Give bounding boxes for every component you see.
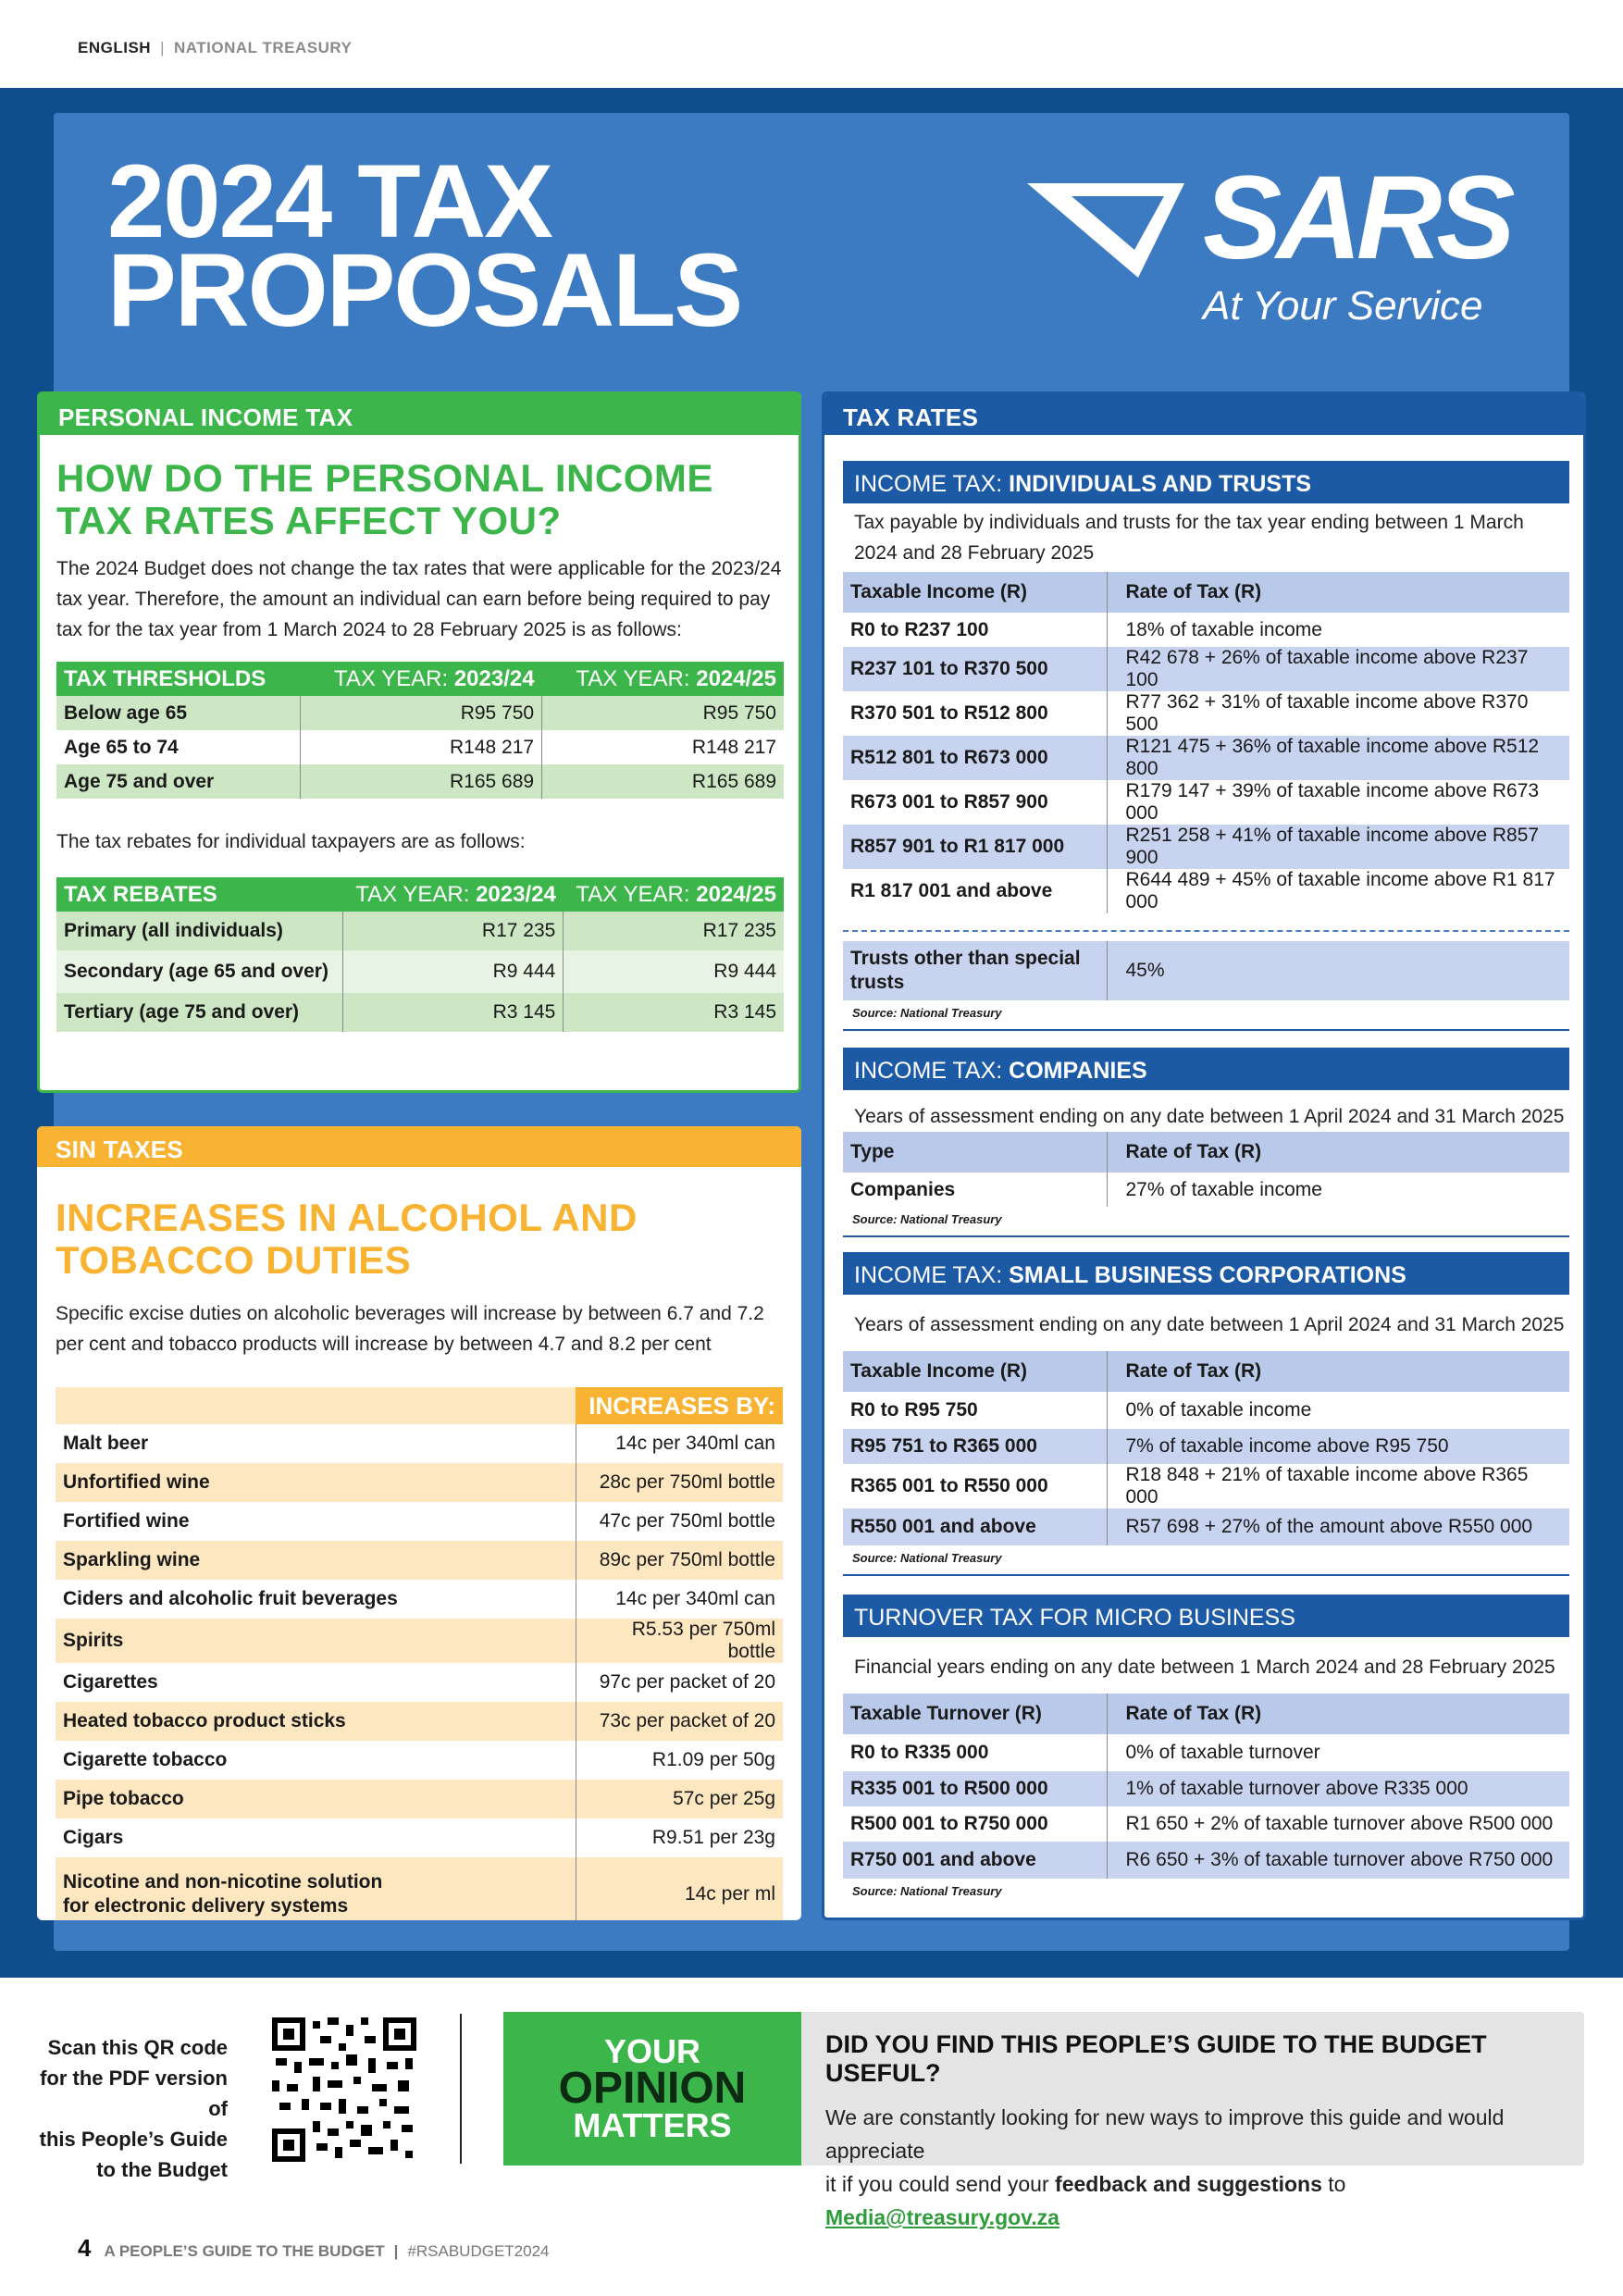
sars-swoosh-icon: [1027, 176, 1212, 278]
table-row: R750 001 and above R6 650 + 3% of taxable turnover above R750 000: [843, 1842, 1569, 1879]
rebates-table: [56, 877, 784, 1032]
individuals-heading: INCOME TAX: INDIVIDUALS AND TRUSTS: [843, 461, 1569, 503]
page-number: 4: [78, 2234, 92, 2262]
dashed-divider: [843, 930, 1569, 932]
table-row: Cigars R9.51 per 23g: [56, 1818, 783, 1857]
table-row: R512 801 to R673 000 R121 475 + 36% of taxable income above R512 800: [843, 736, 1569, 780]
col-header: TAX YEAR: 2024/25: [564, 877, 784, 912]
col-header: INCREASES BY:: [576, 1387, 783, 1424]
individuals-desc: Tax payable by individuals and trusts for the tax year ending between 1 March 2024 and 28 February 2025: [854, 512, 1524, 564]
table-row: R500 001 to R750 000 R1 650 + 2% of taxable turnover above R500 000: [843, 1806, 1569, 1842]
rebates-intro: The tax rebates for individual taxpayers are as follows:: [56, 831, 526, 852]
section-heading: HOW DO THE PERSONAL INCOME TAX RATES AFFECT YOU?: [56, 456, 713, 542]
panel-title: TAX RATES: [824, 394, 1583, 435]
col-header: TAX REBATES: [56, 877, 343, 912]
tax-rates-panel: [822, 391, 1586, 1920]
table-row: Tertiary (age 75 and over) R3 145 R3 145: [56, 993, 784, 1032]
top-header: ENGLISH | NATIONAL TREASURY: [78, 39, 353, 56]
individuals-table: Taxable Income (R) Rate of Tax (R) R0 to R237 100 18% of taxable income R237 101 to R370 500 R42 678 + 26% of taxable income above R237 100 R370 501 to R512 800 R77 362 + 31% of taxable income above R370 500 R512 801 to R673 000 R121 475 + 36% of taxable income above R512 800 R673 001 to R857 900 R179 147 + 39% of taxable income above R673 000 R857 901 to R1 817 000 R251 258 + 41% of taxable income above R857 900 R1 817 001 and above R644 489 + 45% of taxable income above R1 817 000: [843, 572, 1569, 913]
divider: [843, 1574, 1569, 1576]
turnover-desc: Financial years ending on any date between 1 March 2024 and 28 February 2025: [854, 1657, 1555, 1678]
sbc-table: Taxable Income (R) Rate of Tax (R) R0 to R95 750 0% of taxable income R95 751 to R365 000 7% of taxable income above R95 750 R365 001 to R550 000 R18 848 + 21% of taxable income above R365 000 R550 001 and above R57 698 + 27% of the amount above R550 000: [843, 1351, 1569, 1545]
table-row: Pipe tobacco 57c per 25g: [56, 1780, 783, 1818]
table-row: Ciders and alcoholic fruit beverages 14c per 340ml can: [56, 1580, 783, 1619]
table-row: R0 to R237 100 18% of taxable income: [843, 613, 1569, 647]
table-row: R673 001 to R857 900 R179 147 + 39% of taxable income above R673 000: [843, 780, 1569, 825]
companies-heading: INCOME TAX: COMPANIES: [843, 1048, 1569, 1090]
col-header: TAX YEAR: 2024/25: [542, 662, 784, 696]
turnover-heading: TURNOVER TAX FOR MICRO BUSINESS: [843, 1595, 1569, 1637]
feedback-question: DID YOU FIND THIS PEOPLE’S GUIDE TO THE BUDGET USEFUL?: [825, 2030, 1487, 2087]
table-row: Cigarette tobacco R1.09 per 50g: [56, 1741, 783, 1780]
table-row: Cigarettes 97c per packet of 20: [56, 1663, 783, 1702]
divider: [843, 1029, 1569, 1031]
table-row: R335 001 to R500 000 1% of taxable turnover above R335 000: [843, 1771, 1569, 1806]
table-row: Companies 27% of taxable income: [843, 1173, 1569, 1207]
table-row: Age 75 and over R165 689 R165 689: [56, 764, 784, 799]
table-row: Heated tobacco product sticks 73c per packet of 20: [56, 1702, 783, 1741]
sbc-heading: INCOME TAX: SMALL BUSINESS CORPORATIONS: [843, 1252, 1569, 1295]
table-row: Sparkling wine 89c per 750ml bottle: [56, 1541, 783, 1580]
title-line-1: 2024 TAX: [107, 143, 551, 259]
table-row: R550 001 and above R57 698 + 27% of the amount above R550 000: [843, 1508, 1569, 1545]
table-row: Spirits R5.53 per 750ml bottle: [56, 1619, 783, 1663]
trusts-table: [843, 941, 1569, 1000]
companies-table: Type Rate of Tax (R) Companies 27% of taxable income: [843, 1132, 1569, 1207]
personal-income-tax-panel: [37, 391, 801, 1093]
language-label: ENGLISH: [78, 39, 152, 56]
table-row: Unfortified wine 28c per 750ml bottle: [56, 1463, 783, 1502]
table-row: R0 to R95 750 0% of taxable income: [843, 1392, 1569, 1429]
feedback-text: [825, 2030, 1566, 2234]
table-row: Age 65 to 74 R148 217 R148 217: [56, 730, 784, 764]
email-link[interactable]: Media@treasury.gov.za: [825, 2205, 1059, 2229]
sars-tagline: At Your Service: [1203, 283, 1483, 329]
sars-wordmark: SARS: [1203, 152, 1510, 284]
table-row: R95 751 to R365 000 7% of taxable income above R95 750: [843, 1429, 1569, 1464]
table-row: R857 901 to R1 817 000 R251 258 + 41% of taxable income above R857 900: [843, 825, 1569, 869]
turnover-table: Taxable Turnover (R) Rate of Tax (R) R0 to R335 000 0% of taxable turnover R335 001 to R500 000 1% of taxable turnover above R335 000 R500 001 to R750 000 R1 650 + 2% of taxable turnover above R500 000 R750 001 and above R6 650 + 3% of taxable turnover above R750 000: [843, 1694, 1569, 1879]
qr-caption: Scan this QR code for the PDF version of this People’s Guide to the Budget: [39, 2036, 228, 2181]
sars-logo: [1027, 152, 1527, 342]
source-note: Source: National Treasury: [852, 1212, 1002, 1226]
table-row: R370 501 to R512 800 R77 362 + 31% of taxable income above R370 500: [843, 691, 1569, 736]
table-row: Below age 65 R95 750 R95 750: [56, 696, 784, 730]
table-row: Secondary (age 65 and over) R9 444 R9 444: [56, 950, 784, 993]
table-row: R0 to R335 000 0% of taxable turnover: [843, 1734, 1569, 1771]
feedback-body: We are constantly looking for new ways to improve this guide and would appreciate it if you could send your feedback and suggestions to Media@treasury.gov.za: [825, 2105, 1505, 2229]
vertical-divider: [460, 2014, 462, 2164]
col-header: TAX YEAR: 2023/24: [343, 877, 564, 912]
excise-table: [56, 1387, 783, 1920]
col-header: TAX YEAR: 2023/24: [300, 662, 541, 696]
panel-title: SIN TAXES: [37, 1126, 801, 1167]
source-note: Source: National Treasury: [852, 1006, 1002, 1020]
table-row: Trusts other than special trusts 45%: [843, 941, 1569, 1000]
table-row: Malt beer 14c per 340ml can: [56, 1424, 783, 1463]
thresholds-table: [56, 662, 784, 799]
table-row: Fortified wine 47c per 750ml bottle: [56, 1502, 783, 1541]
panel-title: PERSONAL INCOME TAX: [40, 394, 799, 435]
sbc-desc: Years of assessment ending on any date between 1 April 2024 and 31 March 2025: [854, 1314, 1565, 1335]
table-row: R365 001 to R550 000 R18 848 + 21% of taxable income above R365 000: [843, 1464, 1569, 1508]
col-header: TAX THRESHOLDS: [56, 662, 300, 696]
qr-code-icon[interactable]: [268, 2014, 420, 2166]
sin-taxes-panel: [37, 1126, 801, 1920]
divider: [843, 1235, 1569, 1237]
page-title: [107, 143, 742, 348]
source-note: Source: National Treasury: [852, 1884, 1002, 1898]
section-heading: INCREASES IN ALCOHOL AND TOBACCO DUTIES: [56, 1196, 638, 1282]
companies-desc: Years of assessment ending on any date between 1 April 2024 and 31 March 2025: [854, 1106, 1565, 1127]
table-row: R237 101 to R370 500 R42 678 + 26% of taxable income above R237 100: [843, 647, 1569, 691]
table-row: R1 817 001 and above R644 489 + 45% of taxable income above R1 817 000: [843, 869, 1569, 913]
source-note: Source: National Treasury: [852, 1551, 1002, 1565]
table-row: Nicotine and non-nicotine solution for electronic delivery systems 14c per ml: [56, 1857, 783, 1920]
intro-text: Specific excise duties on alcoholic beverages will increase by between 6.7 and 7.2 per cent and tobacco products will increase by between 4.7 and 8.2 per cent: [56, 1303, 764, 1355]
org-label: NATIONAL TREASURY: [173, 39, 353, 56]
table-row: Primary (all individuals) R17 235 R17 235: [56, 912, 784, 950]
opinion-badge: YOUR OPINION MATTERS: [503, 2012, 801, 2166]
intro-text: The 2024 Budget does not change the tax rates that were applicable for the 2023/24 tax year. Therefore, the amount an individual can earn before being required to pay tax for the tax year from 1 March 2024 to 28 February 2025 is as follows:: [56, 558, 782, 640]
title-line-2: PROPOSALS: [107, 232, 742, 348]
page-footer: 4 A PEOPLE’S GUIDE TO THE BUDGET | #RSABUDGET2024: [78, 2234, 550, 2262]
